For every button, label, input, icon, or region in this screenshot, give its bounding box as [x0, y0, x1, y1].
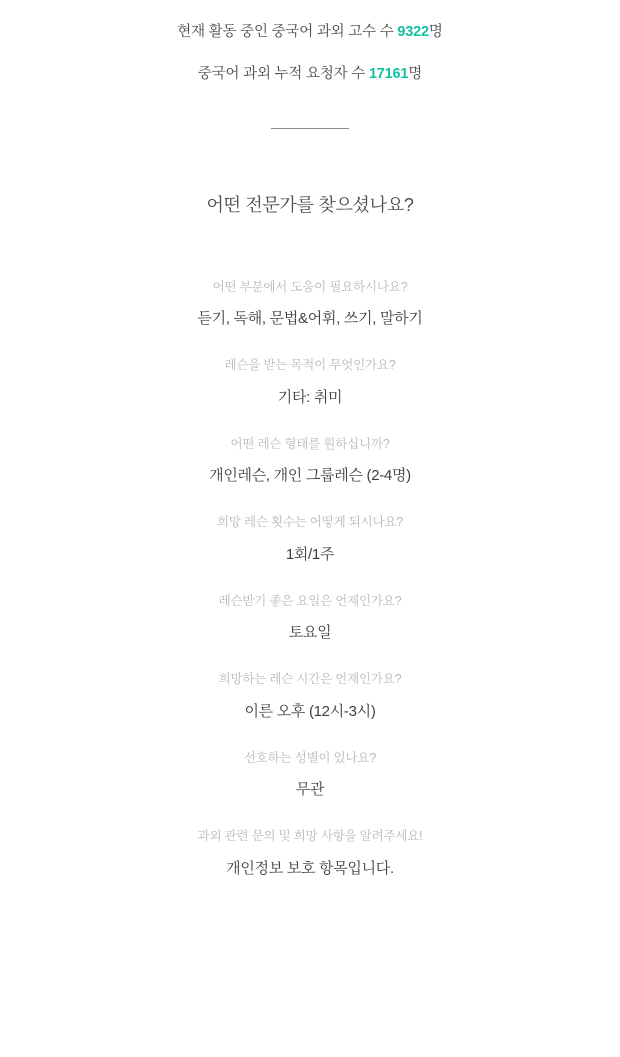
qa-answer: 듣기, 독해, 문법&어휘, 쓰기, 말하기	[197, 310, 423, 327]
active-tutors-suffix: 명	[428, 24, 443, 40]
qa-item-additional-notes	[20, 828, 600, 879]
stats-header	[20, 22, 600, 86]
qa-item-frequency	[20, 514, 600, 565]
qa-list	[20, 279, 600, 879]
qa-item-preferred-time	[20, 671, 600, 722]
qa-question: 희망하는 레슨 시간은 언제인가요?	[218, 672, 402, 686]
active-tutors-stat	[20, 22, 600, 44]
active-tutors-prefix: 현재 활동 중인 중국어 과외 고수 수	[177, 24, 398, 40]
total-requests-suffix: 명	[408, 65, 423, 82]
qa-item-preferred-day	[20, 593, 600, 644]
qa-answer: 개인정보 보호 항목입니다.	[226, 859, 394, 877]
page-title: 어떤 전문가를 찾으셨나요?	[206, 194, 414, 215]
active-tutors-count: 9322	[397, 24, 429, 40]
total-requests-count: 17161	[368, 65, 409, 82]
qa-question: 어떤 레슨 형태를 원하십니까?	[230, 436, 390, 451]
qa-answer: 개인레슨, 개인 그룹레슨 (2-4명)	[209, 467, 411, 484]
qa-question: 레슨받기 좋은 요일은 언제인가요?	[218, 593, 402, 608]
qa-item-lesson-type	[20, 436, 600, 487]
qa-answer: 토요일	[288, 624, 332, 641]
section-divider	[271, 128, 349, 129]
qa-answer: 이른 오후 (12시-3시)	[244, 702, 376, 720]
total-requests-prefix: 중국어 과외 누적 요청자 수	[197, 65, 369, 82]
qa-question: 레슨을 받는 목적이 무엇인가요?	[224, 358, 396, 372]
qa-question: 선호하는 성별이 있나요?	[243, 750, 377, 765]
qa-answer: 무관	[295, 781, 325, 798]
qa-item-purpose	[20, 357, 600, 408]
qa-answer: 기타: 취미	[277, 388, 343, 406]
qa-answer: 1회/1주	[285, 545, 335, 563]
qa-item-gender-preference	[20, 750, 600, 801]
qa-item-help-areas	[20, 279, 600, 330]
qa-question: 과외 관련 문의 및 희망 사항을 알려주세요!	[197, 829, 423, 843]
qa-question: 희망 레슨 횟수는 어떻게 되시나요?	[216, 515, 404, 529]
qa-question: 어떤 부분에서 도움이 필요하시나요?	[212, 279, 408, 294]
total-requests-stat	[20, 64, 600, 86]
